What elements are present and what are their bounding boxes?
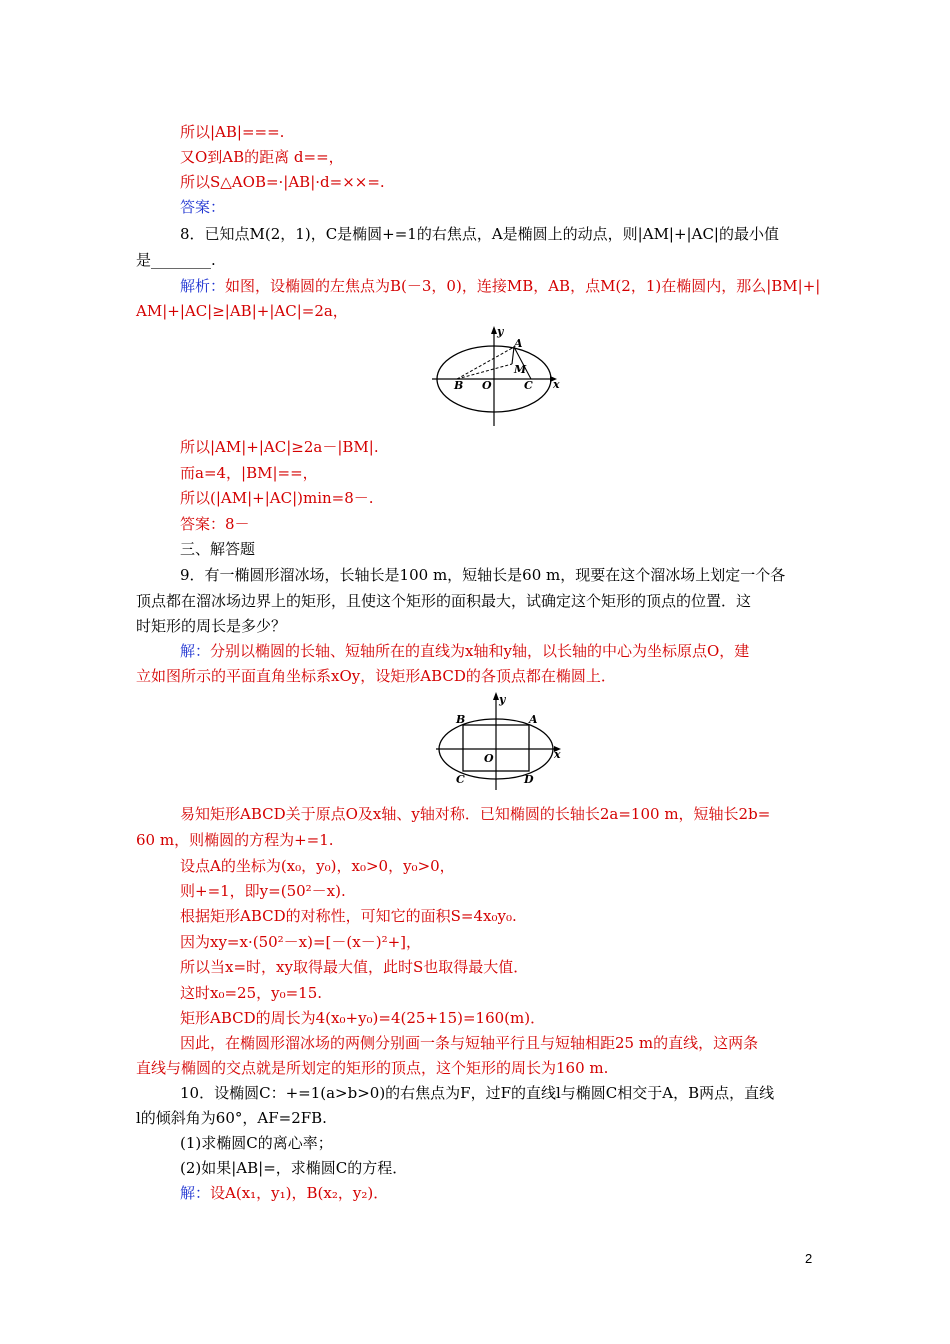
solution-9-line [180,641,749,661]
solution-9-line: 因此，在椭圆形溜冰场的两侧分别画一条与短轴平行且与短轴相距25 m的直线，这两条 [180,1034,759,1052]
solution-9-line: 所以当x=时，xy取得最大值，此时S也取得最大值． [180,958,529,976]
solution-9-line: 易知矩形ABCD关于原点O及x轴、y轴对称．已知椭圆的长轴长2a=100 m，短轴长2b= [180,805,771,823]
analysis-label: 解析： [180,277,226,295]
ellipse-figure-2 [434,686,570,790]
solution-10-line [180,1183,388,1203]
solution-8-line: 所以|AM|+|AC|≥2a－|BM|. [180,438,379,456]
question-9-line: 顶点都在溜冰场边界上的矩形，且使这个矩形的面积最大，试确定这个矩形的顶点的位置．这 [136,592,752,610]
ellipse-figure-1 [430,322,570,426]
label-o: O [484,752,494,765]
solution-label: 解： [180,1184,211,1202]
analysis-text: 如图，设椭圆的左焦点为B(－3，0)，连接MB，AB，点M(2，1)在椭圆内，那么|BM|+| [225,277,821,295]
label-o: O [482,379,492,392]
solution-label: 解： [180,642,211,660]
solution-8-line [180,276,820,296]
label-b: B [454,379,464,392]
label-y: y [499,693,506,706]
label-c: C [524,379,533,392]
question-10-line: 10．设椭圆C：+=1(a>b>0)的右焦点为F，过F的直线l与椭圆C相交于A，B两点，直线 [180,1084,775,1102]
solution-8-line: 所以(|AM|+|AC|)min=8－. [180,489,374,507]
section-heading: 三、解答题 [180,540,256,558]
solution-text: 分别以椭圆的长轴、短轴所在的直线为x轴和y轴，以长轴的中心为坐标原点O，建 [210,642,750,660]
solution-9-line: 则+=1，即y=(50²－x). [180,882,346,900]
answer-label: 答案： [180,198,226,216]
label-a: A [514,337,523,350]
question-8-line: 8．已知点M(2，1)，C是椭圆+=1的右焦点，A是椭圆上的动点，则|AM|+|AC|的最小值 [180,225,779,243]
label-x: x [553,378,560,391]
question-9-line: 9．有一椭圆形溜冰场，长轴长是100 m，短轴长是60 m，现要在这个溜冰场上划定一个各 [180,566,786,584]
solution-9-line: 立如图所示的平面直角坐标系xOy，设矩形ABCD的各顶点都在椭圆上． [136,667,616,685]
solution-9-line: 根据矩形ABCD的对称性，可知它的面积S=4x₀y₀. [180,907,517,925]
page-number: 2 [805,1251,813,1266]
solution-9-line: 因为xy=x·(50²－x)=[－(x－)²+]， [180,933,422,951]
label-x: x [554,748,561,761]
segment-bm [457,364,512,379]
solution-line: 又O到AB的距离 d==， [180,148,344,166]
label-m: M [514,363,527,376]
answer-8: 答案：8－ [180,515,250,533]
question-10-part: (1)求椭圆C的离心率； [180,1134,333,1152]
solution-9-line: 矩形ABCD的周长为4(x₀+y₀)=4(25+15)=160(m)． [180,1009,546,1027]
label-a: A [529,713,538,726]
solution-text: 设A(x₁，y₁)，B(x₂，y₂)． [210,1184,389,1202]
solution-8-line: AM|+|AC|≥|AB|+|AC|=2a， [136,302,348,320]
solution-line: 所以S△AOB=·|AB|·d=××=. [180,173,385,191]
question-9-line: 时矩形的周长是多少？ [136,617,287,635]
question-10-line: l的倾斜角为60°，AF=2FB. [136,1109,327,1127]
solution-9-line: 这时x₀=25，y₀=15. [180,984,323,1002]
question-10-part: (2)如果|AB|=，求椭圆C的方程． [180,1159,408,1177]
solution-9-line: 直线与椭圆的交点就是所划定的矩形的顶点，这个矩形的周长为160 m. [136,1059,609,1077]
solution-9-line: 60 m，则椭圆的方程为+=1. [136,831,334,849]
label-c: C [456,773,465,786]
label-y: y [497,325,504,338]
question-8-line: 是________. [136,251,216,269]
solution-9-line: 设点A的坐标为(x₀，y₀)，x₀>0，y₀>0， [180,857,455,875]
label-b: B [456,713,466,726]
label-d: D [524,773,534,786]
segment-ab [457,347,514,379]
solution-line: 所以|AB|===. [180,123,285,141]
solution-8-line: 而a=4，|BM|==， [180,464,318,482]
